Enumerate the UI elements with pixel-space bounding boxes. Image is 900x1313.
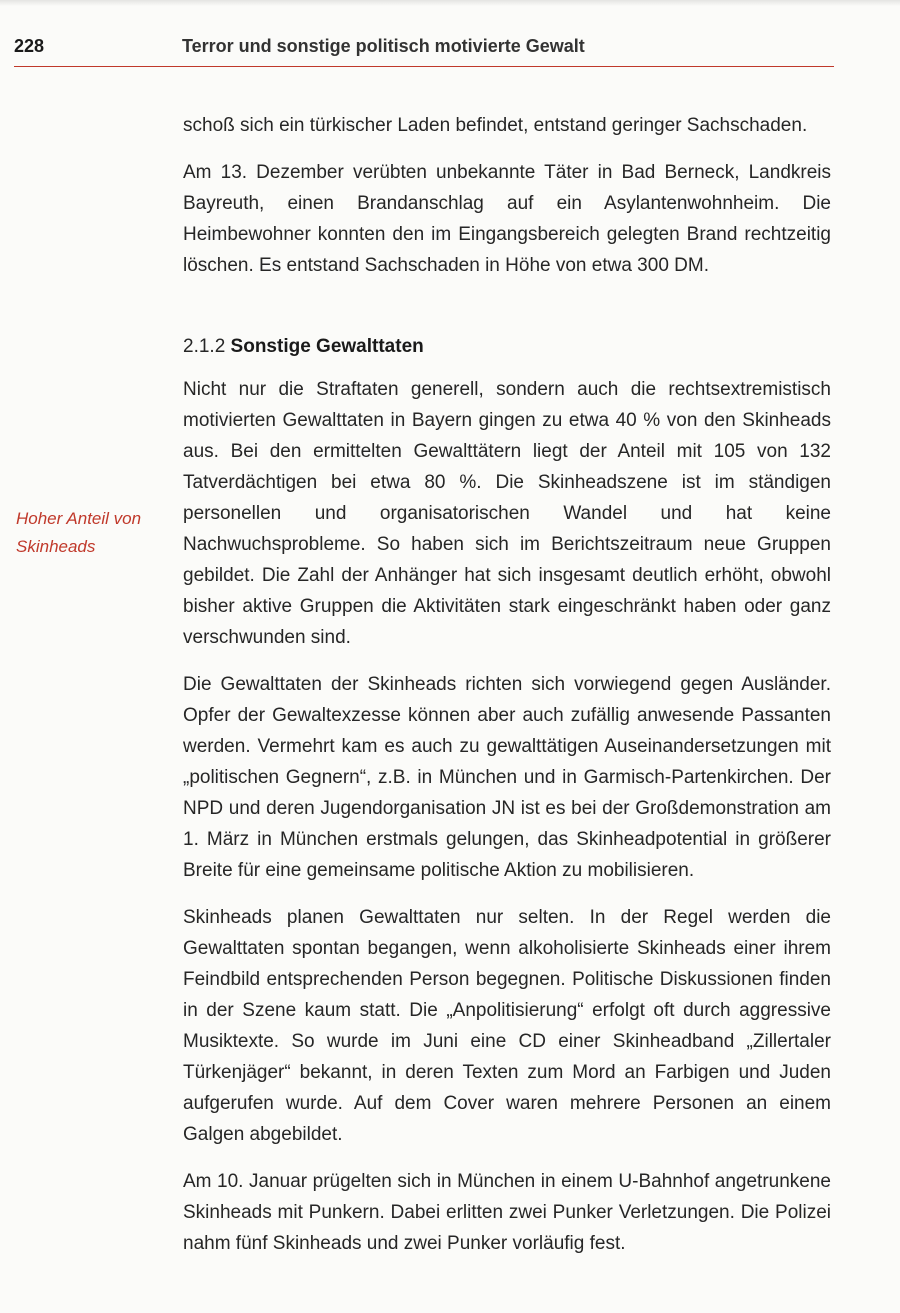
section-title: Sonstige Gewalttaten bbox=[230, 336, 424, 357]
margin-note bbox=[16, 505, 166, 561]
page-header bbox=[14, 36, 834, 67]
paragraph-continuation: schoß sich ein türkischer Laden befindet, entstand geringer Sachschaden. bbox=[183, 115, 808, 136]
section-number: 2.1.2 bbox=[183, 336, 226, 357]
paragraph-spontaneous: Skinheads planen Gewalttaten nur selten. In der Regel werden die Gewalttaten spontan begangen, wenn alkoholisierte Skinheads einer ihrem Feindbild entsprechenden Person begegnen. Politische Diskussionen finden in der Szene kaum statt. Die „Anpolitisierung“ erfolgt oft durch aggressive Musiktexte. So wurde im Juni eine CD einer Skinheadband „Zillertaler Türkenjäger“ bekannt, in deren Texten zum Mord an Farbigen und Juden aufgerufen wurde. Auf dem Cover waren mehrere Personen an einem Galgen abgebildet. bbox=[183, 907, 831, 1145]
paragraph-targets: Die Gewalttaten der Skinheads richten sich vorwiegend gegen Ausländer. Opfer der Gewaltexzesse können aber auch zufällig anwesende Passanten werden. Vermehrt kam es auch zu gewalttätigen Auseinandersetzungen mit „politischen Gegnern“, z.B. in München und in Garmisch-Partenkirchen. Der NPD und deren Jugendorganisation JN ist es bei der Großdemonstration am 1. März in München erstmals gelungen, das Skinheadpotential in größerer Breite für eine gemeinsame politische Aktion zu mobilisieren. bbox=[183, 674, 831, 881]
margin-note-line-2: Skinheads bbox=[16, 537, 96, 556]
margin-note-line-1: Hoher Anteil von bbox=[16, 509, 142, 528]
paragraph-bad-berneck: Am 13. Dezember verübten unbekannte Täter in Bad Berneck, Landkreis Bayreuth, einen Brandanschlag auf ein Asylantenwohnheim. Die Heimbewohner konnten den im Eingangsbereich gelegten Brand rechtzeitig löschen. Es entstand Sachschaden in Höhe von etwa 300 DM. bbox=[183, 162, 831, 276]
main-text bbox=[183, 110, 831, 1259]
page-number: 228 bbox=[14, 36, 45, 56]
page-top-shadow bbox=[0, 0, 900, 6]
running-title: Terror und sonstige politisch motivierte Gewalt bbox=[182, 36, 585, 56]
section-heading bbox=[183, 331, 831, 362]
paragraph-january: Am 10. Januar prügelten sich in München in einem U-Bahnhof angetrunkene Skinheads mit Punkern. Dabei erlitten zwei Punker Verletzungen. Die Polizei nahm fünf Skinheads und zwei Punker vorläufig fest. bbox=[183, 1171, 831, 1254]
paragraph-skinheads-share: Nicht nur die Straftaten generell, sondern auch die rechtsextremistisch motivierten Gewalttaten in Bayern gingen zu etwa 40 % von den Skinheads aus. Bei den ermittelten Gewalttätern liegt der Anteil mit 105 von 132 Tatverdächtigen bei etwa 80 %. Die Skinheadszene ist im ständigen personellen und organisatorischen Wandel und hat keine Nachwuchsprobleme. So haben sich im Berichtszeitraum neue Gruppen gebildet. Die Zahl der Anhänger hat sich insgesamt deutlich erhöht, obwohl bisher aktive Gruppen die Aktivitäten stark eingeschränkt haben oder ganz verschwunden sind. bbox=[183, 379, 831, 648]
